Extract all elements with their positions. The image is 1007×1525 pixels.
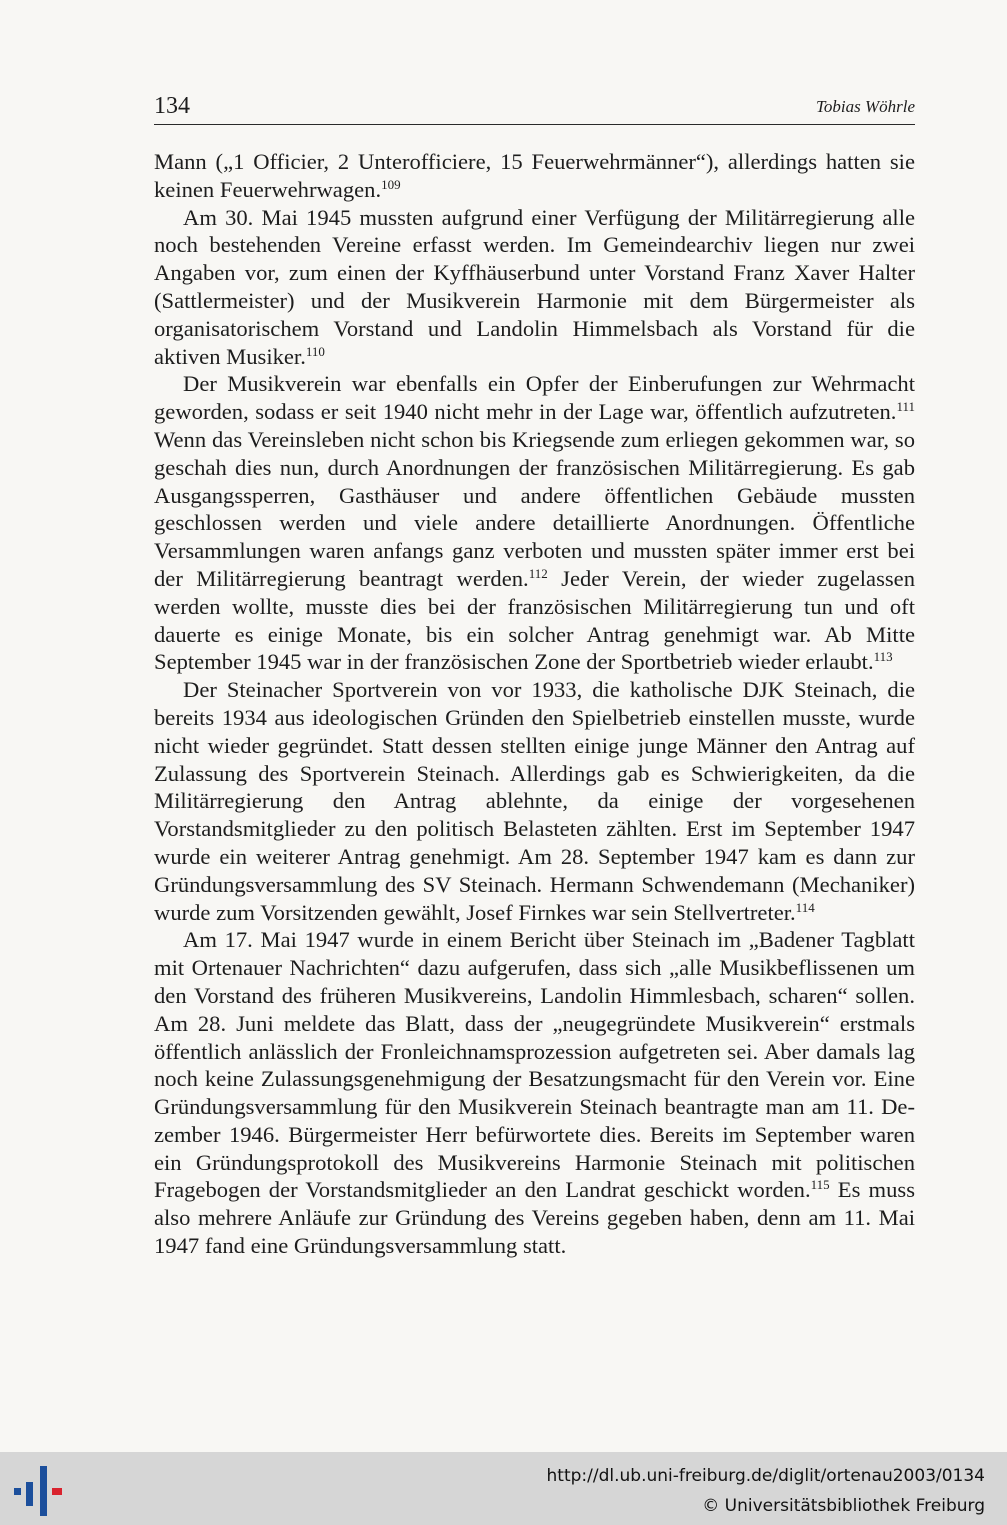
paragraph — [154, 370, 915, 676]
paragraph-text: Mann („1 Officier, 2 Unterofficiere, 15 Feuerwehrmänner“), allerdings hatten sie keinen Feuerwehrwagen. — [154, 149, 915, 202]
body-text — [154, 148, 915, 1260]
paragraph-text: Am 30. Mai 1945 mussten aufgrund einer Verfügung der Militärregierung alle noch bestehenden Vereine erfasst werden. Im Gemeindearchiv liegen nur zwei Angaben vor, zum einen der Kyffhäuserbund unter Vorstand Franz Xaver Halter (Sattlermeister) und der Musikverein Harmonie mit dem Bürgermeister als organisatorischem Vorstand und Landolin Himmelsbach als Vorstand für die aktiven Musiker. — [154, 204, 915, 369]
footer-bar — [0, 1452, 1007, 1525]
page-number: 134 — [154, 93, 190, 119]
footnote-ref: 109 — [381, 176, 401, 192]
running-head-author: Tobias Wöhrle — [815, 97, 915, 116]
paragraph — [154, 204, 915, 371]
footnote-ref: 113 — [873, 649, 893, 665]
paragraph-text: Es muss also mehrere Anläufe zur Gründung des Vereins gegeben haben, denn am 11. Mai 1947 fand eine Gründungsversammlung statt. — [154, 1177, 915, 1259]
copyright-notice: © Universitätsbibliothek Freiburg — [702, 1496, 985, 1516]
footnote-ref: 112 — [528, 565, 548, 581]
paragraph — [154, 148, 915, 204]
paragraph-text: Der Musikverein war ebenfalls ein Opfer der Einberufungen zur Wehrmacht geworden, sodass er seit 1940 nicht mehr in der Lage war, öffentlich aufzutreten. — [154, 371, 915, 425]
paragraph-text: Jeder Verein, der wieder zugelassen werden wollte, musste dies bei der französischen Militärregierung tun und oft dauerte es einige Monate, bis ein solcher Antrag genehmigt war. Ab Mitte September 1945 war in der französischen Zone der Sportbetrieb wieder erlaubt. — [154, 565, 915, 675]
footnote-ref: 111 — [896, 399, 915, 415]
source-url-link[interactable]: http://dl.ub.uni-freiburg.de/diglit/ortenau2003/0134 — [546, 1466, 985, 1486]
page-header — [154, 92, 915, 125]
paragraph-text: Der Steinacher Sportverein von vor 1933, die katholische DJK Steinach, die bereits 1934 aus ideologischen Gründen den Spielbetrieb einstellen musste, wurde nicht wieder gegründet. Statt dessen stellten einige junge Männer den Antrag auf Zulassung des Sportverein Steinach. Allerdings gab es Schwierigkeiten, da die Militärregierung den Antrag ablehnte, da einige der vorgesehenen Vorstandsmitglieder zu den politisch Belasteten zählten. Erst im September 1947 wurde ein weiterer Antrag genehmigt. Am 28. September 1947 kam es dann zur Gründungsversammlung des SV Steinach. Hermann Schwendemann (Mechaniker) wurde zum Vorsitzenden gewählt, Josef Firnkes war sein Stellvertreter. — [154, 677, 915, 925]
paragraph — [154, 926, 915, 1260]
footnote-ref: 115 — [810, 1177, 830, 1193]
footnote-ref: 110 — [305, 343, 325, 359]
paragraph-text: Wenn das Vereinsleben nicht schon bis Kriegsende zum erliegen gekommen war, so geschah dies nun, durch Anordnungen der französischen Militärregierung. Es gab Ausgangssperren, Gasthäuser und andere öffentlichen Gebäude mussten geschlossen werden und viele andere detaillierte Anordnungen. Öffentliche Versammlungen waren anfangs ganz verboten und mussten später immer erst bei der Militärregierung beantragt werden. — [154, 426, 915, 591]
library-logo-icon — [12, 1464, 64, 1516]
paragraph-text: Am 17. Mai 1947 wurde in einem Bericht über Steinach im „Badener Tagblatt mit Ortenauer Nachrichten“ dazu aufgerufen, dass sich „alle Musikbeflissenen um den Vorstand des früheren Musikvereins, Landolin Himmlesbach, scharen“ sollen. Am 28. Juni meldete das Blatt, dass der „neugegründete Musikverein“ erstmals öffentlich anlässlich der Fronleichnamsprozession aufgetreten sei. Aber damals lag noch keine Zulassungsgenehmigung der Besatzungsmacht für den Verein vor. Eine Gründungsversammlung für den Musikverein Steinach beantragte man am 11. Dezember 1946. Bürgermeister Herr befürwortete dies. Bereits im September waren ein Gründungsprotokoll des Musikvereins Harmonie Steinach mit politischen Fragebogen der Vorstandsmitglieder an den Landrat geschickt worden. — [154, 927, 915, 1203]
footnote-ref: 114 — [795, 899, 815, 915]
paragraph — [154, 676, 915, 926]
